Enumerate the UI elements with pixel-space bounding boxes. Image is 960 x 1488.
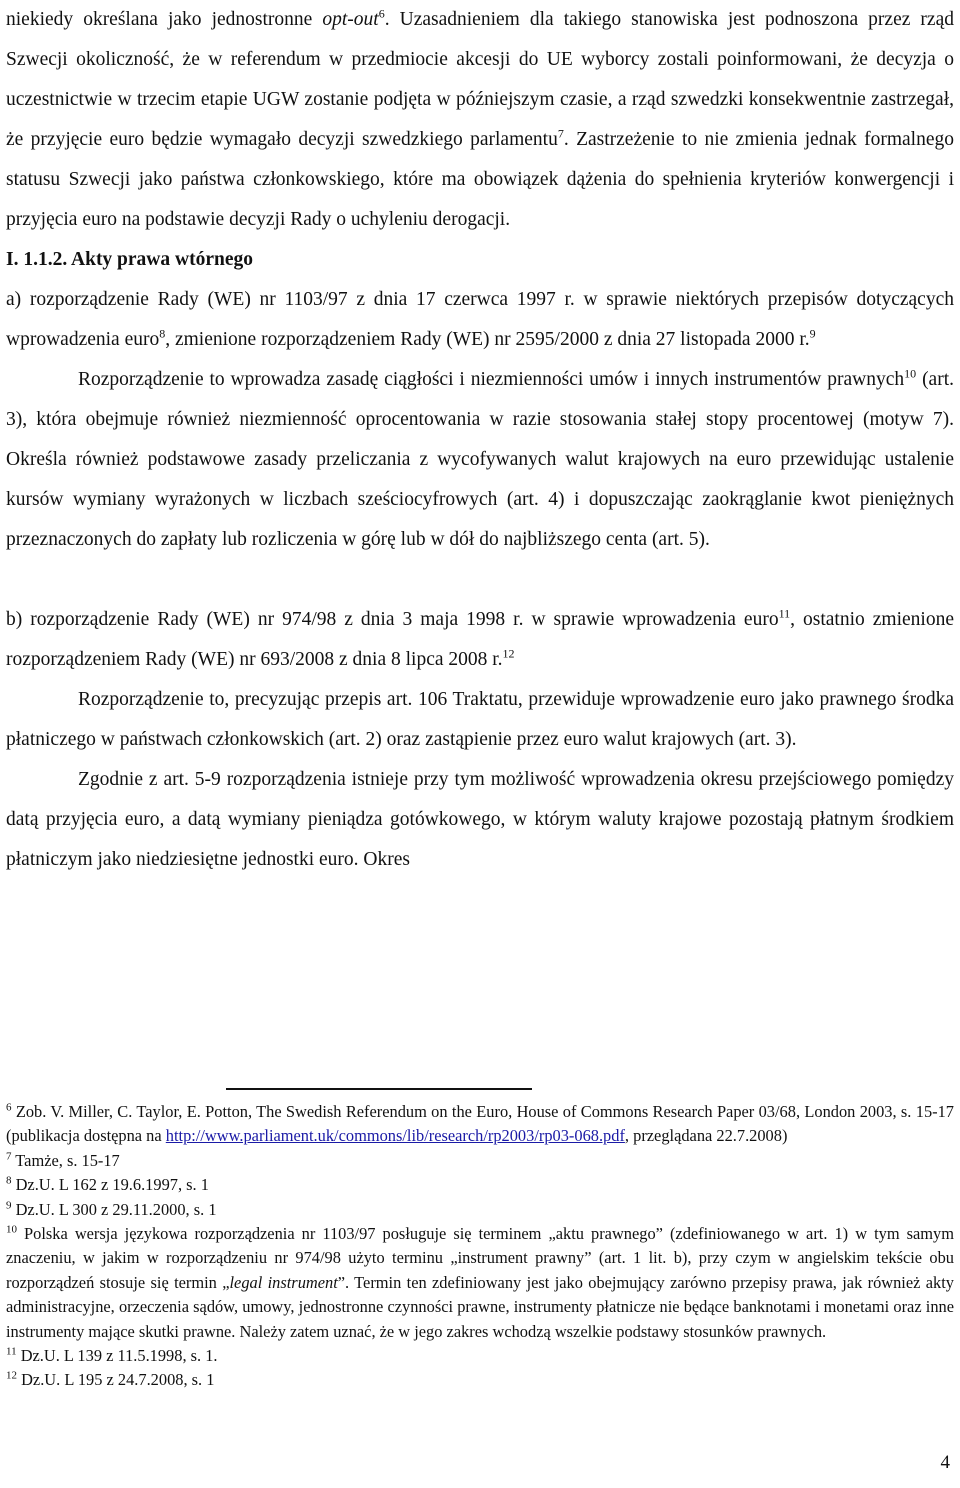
footnote-separator: [226, 1088, 532, 1090]
footnote-11: $^{11}$ Dz.U. L 139 z 11.5.1998, s. 1.: [6, 1345, 218, 1366]
paragraph-regulation-a-content: Rozporządzenie to wprowadza zasadę ciągłości i niezmienności umów i innych instrumentów prawnych$^{10}$ (art. 3), która obejmuje również niezmienność oprocentowania w razie stosowania stałej stopy procentowej (motyw 7). Określa również podstawowe zasady przeliczania z wycofywanych walut krajowych na euro przewidując ustalenie kursów wymiany wyrażonych w liczbach sześciocyfrowych (art. 4) i dopuszczając zaokrąglanie kwot pieniężnych przeznaczonych do zapłaty lub rozliczenia w górę lub w dół do najbliższego centa (art. 5).: [6, 366, 955, 550]
page-number: 4: [940, 1452, 950, 1473]
paragraph-regulation-a: a) rozporządzenie Rady (WE) nr 1103/97 z dnia 17 czerwca 1997 r. w sprawie niektórych przepisów dotyczących wprowadzenia euro$^8$, zmienione rozporządzeniem Rady (WE) nr 2595/2000 z dnia 27 listopada 2000 r.$^9$: [6, 289, 954, 350]
footnote-10: $^{10}$ Polska wersja językowa rozporządzenia nr 1103/97 posługuje się terminem „aktu prawnego” (zdefiniowanego w art. 1) w tym samym znaczeniu, w jakim w rozporządzeniu nr 974/98 użyto terminu „instrument prawny” (art. 1 lit. b), przy czym w angielskim tekście obu rozporządzeń stosuje się termin „legal instrument”. Termin ten zdefiniowany jest jako obejmujący zarówno przepisy prawa, jak również akty administracyjne, orzeczenia sądów, umowy, jednostronne czynności prawne, instrumenty płatnicze nie będące banknotami i monetami oraz inne instrumenty mające skutki prawne. Należy zatem uznać, że w jego zakres wchodzą wszelkie podstawy stosunków prawnych.: [6, 1223, 954, 1341]
section-heading: I. 1.1.2. Akty prawa wtórnego: [6, 249, 253, 270]
footnote-ref-11[interactable]: 11: [778, 606, 791, 621]
paragraph-transition-period: Zgodnie z art. 5-9 rozporządzenia istnieje przy tym możliwość wprowadzenia okresu przejściowego pomiędzy datą przyjęcia euro, a datą wymiany pieniądza gotówkowego, w którym waluty krajowe pozostają płatnym środkiem płatniczym jako niedziesiętne jednostki euro. Okres: [6, 769, 954, 870]
footnote-8: $^8$ Dz.U. L 162 z 19.6.1997, s. 1: [6, 1174, 209, 1195]
footnote-ref-7[interactable]: 7: [557, 126, 564, 141]
footnote-ref-8[interactable]: 8: [159, 326, 166, 341]
parliament-report-link[interactable]: http://www.parliament.uk/commons/lib/research/rp2003/rp03-068.pdf: [165, 1126, 625, 1146]
paragraph-sweden-opt-out: niekiedy określana jako jednostronne opt-out$^6$. Uzasadnieniem dla takiego stanowiska jest podnoszona przez rząd Szwecji okoliczność, że w referendum w przedmiocie akcesji do UE wyborcy zostali poinformowani, że decyzja o uczestnictwie w trzecim etapie UGW zostanie podjęta w późniejszym czasie, a rząd szwedzki konsekwentnie zastrzegał, że przyjęcie euro będzie wymagało decyzji szwedzkiego parlamentu$^7$. Zastrzeżenie to nie zmienia jednak formalnego statusu Szwecji jako państwa członkowskiego, które ma obowiązek dążenia do spełnienia kryteriów konwergencji i przyjęcia euro na podstawie decyzji Rady o uchyleniu derogacji.: [6, 6, 954, 230]
footnotes: [6, 1100, 954, 1393]
footnote-ref-10[interactable]: 10: [904, 366, 917, 381]
footnote-ref-6[interactable]: 6: [378, 6, 385, 21]
document-body: [6, 0, 954, 880]
paragraph-regulation-b: b) rozporządzenie Rady (WE) nr 974/98 z dnia 3 maja 1998 r. w sprawie wprowadzenia euro$^{11}$, ostatnio zmienione rozporządzeniem Rady (WE) nr 693/2008 z dnia 8 lipca 2008 r.$^{12}$: [6, 606, 954, 670]
footnote-ref-12[interactable]: 12: [502, 646, 515, 661]
footnote-7: $^7$ Tamże, s. 15-17: [6, 1150, 120, 1170]
paragraph-regulation-b-content: Rozporządzenie to, precyzując przepis art. 106 Traktatu, przewiduje wprowadzenie euro jako prawnego środka płatniczego w państwach członkowskich (art. 2) oraz zastąpienie przez euro walut krajowych (art. 3).: [6, 689, 954, 750]
footnote-9: $^9$ Dz.U. L 300 z 29.11.2000, s. 1: [6, 1199, 217, 1219]
footnote-6: $^6$ Zob. V. Miller, C. Taylor, E. Potton, The Swedish Referendum on the Euro, House of Commons Research Paper 03/68, London 2003, s. 15-17 (publikacja dostępna na http://www.parliament.uk/commons/lib/research/rp2003/rp03-068.pdf, przeglądana 22.7.2008): [6, 1101, 954, 1146]
footnote-12: $^{12}$ Dz.U. L 195 z 24.7.2008, s. 1: [6, 1370, 215, 1390]
footnote-ref-9[interactable]: 9: [809, 326, 816, 341]
